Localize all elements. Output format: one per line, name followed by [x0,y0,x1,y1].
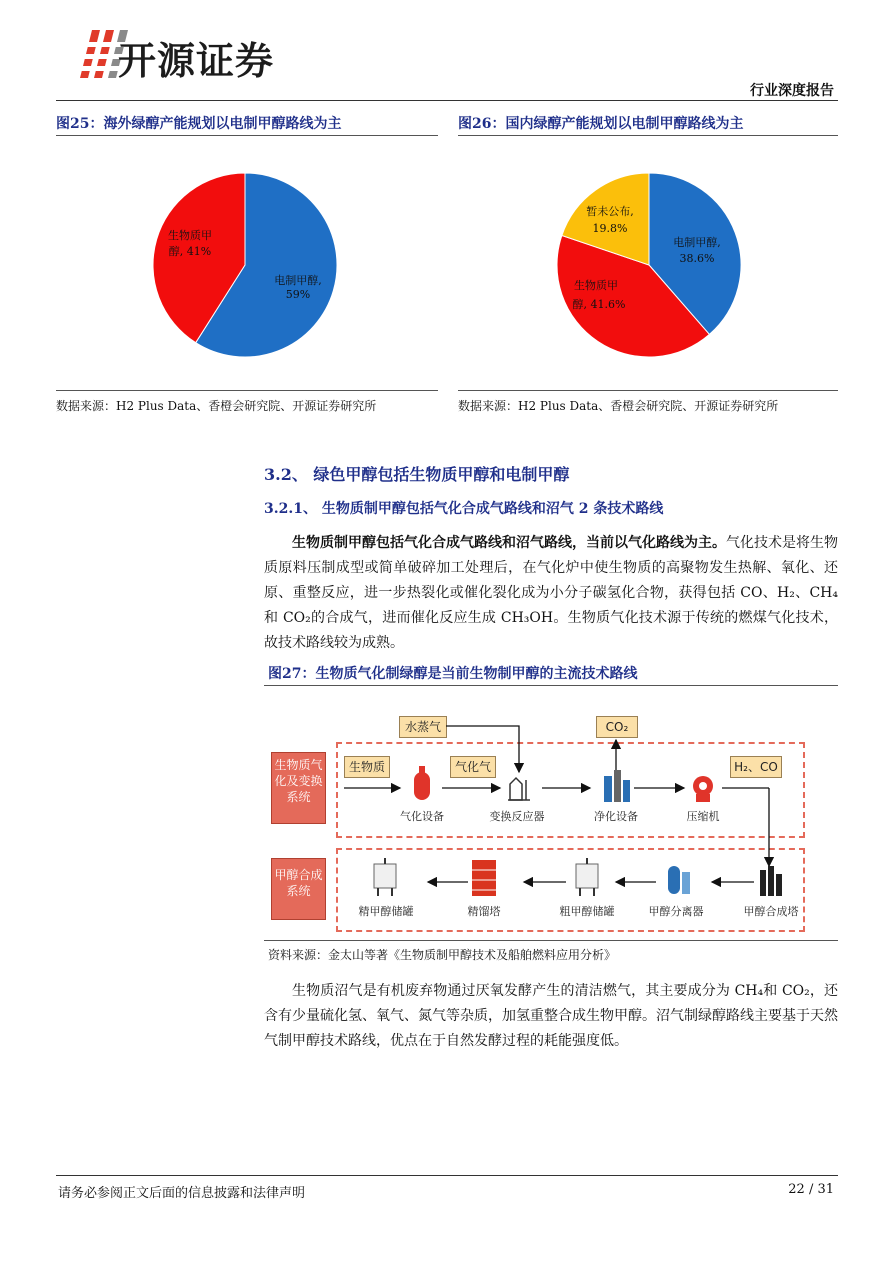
subsection-title: 3.2.1、 生物质制甲醇包括气化合成气路线和沼气 2 条技术路线 [264,501,664,517]
fig25-label-electro-2: 59% [285,288,311,301]
fig26-label-undisclosed-1: 暂未公布, [586,205,634,218]
reformer-icon [508,778,530,800]
footer-divider [56,1175,838,1176]
figure27-title: 图27：生物质气化制绿醇是当前生物制甲醇的主流技术路线 [268,666,638,682]
input-biomass: 生物质 [344,756,390,778]
figure26-title: 图26：国内绿醇产能规划以电制甲醇路线为主 [458,116,744,132]
paragraph-1 [264,531,838,656]
figure26-title-rule [458,135,838,136]
figure25-bottom-rule [56,390,438,391]
label-product-tank: 精甲醇储罐 [358,905,414,918]
label-gasifier: 气化设备 [400,810,444,823]
product-tank-icon [374,858,396,896]
paragraph-1-lead: 生物质制甲醇包括气化合成气路线和沼气路线，当前以气化路线为主。 [292,535,726,551]
report-type: 行业深度报告 [750,83,834,99]
figure26-source: 数据来源：H2 Plus Data、香橙会研究院、开源证券研究所 [458,399,779,413]
paragraph-2: 生物质沼气是有机废弃物通过厌氧发酵产生的清洁燃气，其主要成分为 CH₄和 CO₂，还含有少量硫化氢、氧气、氮气等杂质，加氢重整合成生物甲醇。沼气制绿醇路线主要基于天然气制甲醇技术路线，优点在于自然发酵过程的耗能强度低。 [264,983,838,1049]
fig25-label-bio-2: 醇, 41% [168,245,212,258]
fig26-label-undisclosed-2: 19.8% [592,222,628,235]
label-reformer: 变换反应器 [489,810,545,823]
fig26-label-bio-1: 生物质甲 [574,279,618,292]
figure25-title-rule [56,135,438,136]
paragraph-1-body: 气化技术是将生物质原料压制成型或简单破碎加工处理后，在气化炉中使生物质的高聚物发生热解、氧化、还原、重整反应，进一步热裂化或催化裂化成为小分子碳氢化合物，获得包括 CO、H₂、CH₄和 CO₂的合成气，进而催化反应生成 CH₃OH。生物质气化技术源于传统的燃煤气化技术，故技术路线较为成熟。 [264,535,838,651]
brand-name: 开源证券 [118,39,275,83]
fig25-label-electro-1: 电制甲醇, [274,274,322,287]
fig25-label-bio-1: 生物质甲 [168,229,212,242]
output-h2-co: H₂、CO [730,756,782,778]
distillation-tower-icon [472,860,496,896]
fig26-label-electro-2: 38.6% [679,252,715,265]
label-purifier: 净化设备 [594,810,638,823]
label-compressor: 压缩机 [686,810,720,823]
page-number: 22 / 31 [788,1182,834,1197]
purifier-icon [604,770,630,802]
figure26-pie-chart [544,160,754,370]
label-separator: 甲醇分离器 [648,905,704,918]
synthesis-tower-icon [760,866,782,896]
section-title: 3.2、 绿色甲醇包括生物质甲醇和电制甲醇 [264,465,570,484]
figure25-source: 数据来源：H2 Plus Data、香橙会研究院、开源证券研究所 [56,399,377,413]
input-gasify-gas: 气化气 [450,756,496,778]
figure27-bottom-rule [264,940,838,941]
figure27-source: 资料来源：金太山等著《生物质制甲醇技术及船舶燃料应用分析》 [268,948,617,962]
figure25-title: 图25：海外绿醇产能规划以电制甲醇路线为主 [56,116,342,132]
group2-label: 甲醇合成系统 [271,858,326,920]
header-divider [56,100,838,101]
fig26-label-electro-1: 电制甲醇, [673,236,721,249]
figure26-bottom-rule [458,390,838,391]
gasifier-icon [414,766,430,800]
footer-disclaimer: 请务必参阅正文后面的信息披露和法律声明 [58,1186,306,1201]
label-synthesis-tower: 甲醇合成塔 [743,905,799,918]
fig26-label-bio-2: 醇, 41.6% [572,298,626,311]
crude-tank-icon [576,858,598,896]
figure27-diagram [264,700,838,935]
figure25-pie-chart [140,160,350,370]
separator-icon [668,866,690,894]
output-co2: CO₂ [596,716,638,738]
input-steam: 水蒸气 [399,716,447,738]
compressor-icon [693,776,713,802]
group1-label: 生物质气化及变换系统 [271,752,326,824]
label-distillation: 精馏塔 [467,905,501,918]
figure27-title-rule [264,685,838,686]
label-crude-tank: 粗甲醇储罐 [559,905,615,918]
